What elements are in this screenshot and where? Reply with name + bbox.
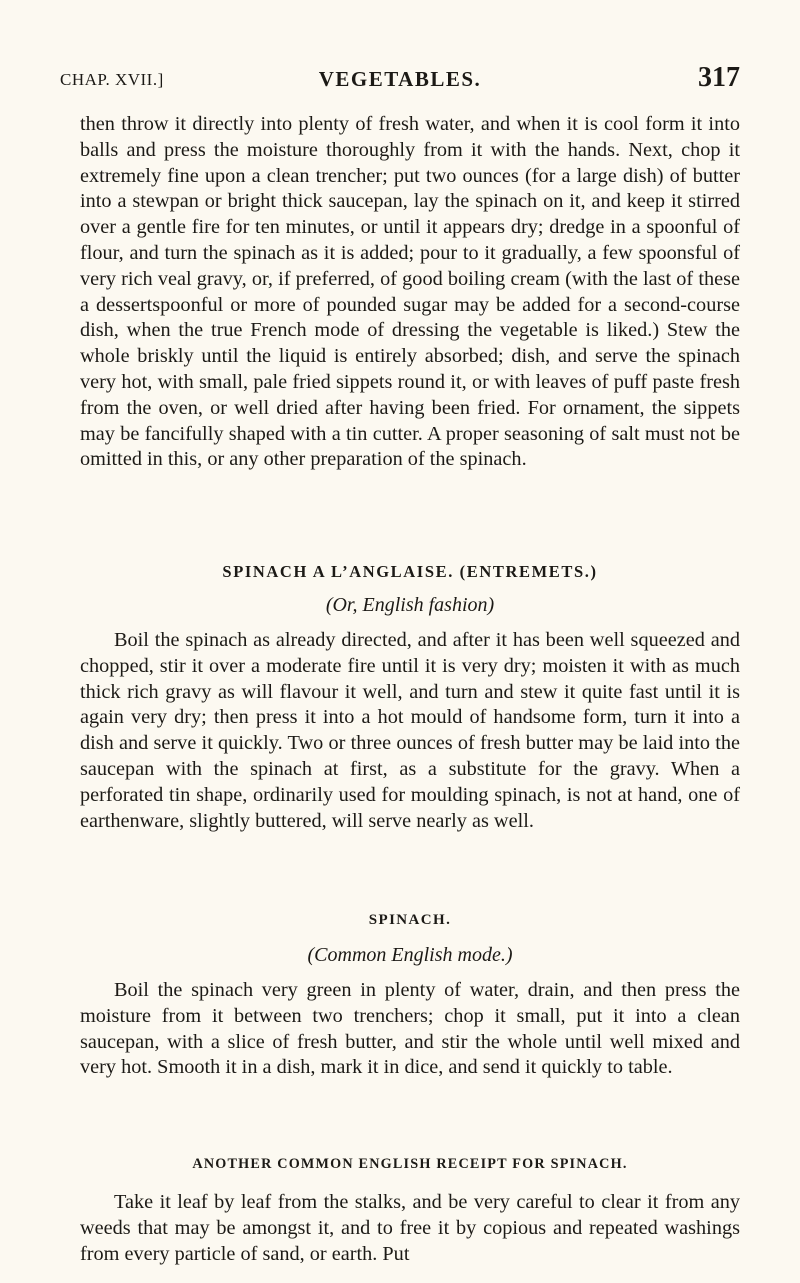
recipe-body-anglaise: Boil the spinach as already directed, and after it has been well squeezed and chopped, stir it over a moderate fire until it is very dry; moisten it with as much thick rich gravy as will flavour it well, and turn and stew it quite fast until it is again very dry; then press it into a hot mould of handsome form, turn it into a dish and serve it quickly. Two or three ounces of fresh butter may be laid into the saucepan with the spinach at first, as a substitute for the gravy. When a perforated tin shape, ordinarily used for moulding spinach, is not at hand, one of earthenware, slightly buttered, will serve nearly as well. <box>80 629 740 832</box>
section-title: VEGETABLES. <box>318 67 482 91</box>
recipe-body-another: Take it leaf by leaf from the stalks, and be very careful to clear it from any weeds that may be amongst it, and to free it by copious and repeated washings from every particle of sand, or earth. Put <box>80 1191 740 1265</box>
recipe-heading-spinach: SPINACH. <box>368 912 452 928</box>
recipe-subheading-anglaise: (Or, English fashion) <box>325 594 495 616</box>
recipe-body-common: Boil the spinach very green in plenty of water, drain, and then press the moisture from it between two trenchers; chop it small, put it into a clean saucepan, with a slice of fresh butter, and stir the whole until well mixed and very hot. Smooth it in a dish, mark it in dice, and send it quickly to table. <box>80 979 740 1079</box>
recipe-heading-another: ANOTHER COMMON ENGLISH RECEIPT FOR SPINACH. <box>192 1156 628 1172</box>
continued-paragraph: then throw it directly into plenty of fresh water, and when it is cool form it into balls and press the moisture thoroughly from it with the hands. Next, chop it extremely fine upon a clean trencher; put two ounces (for a large dish) of butter into a stewpan or bright thick saucepan, lay the spinach on it, and keep it stirred over a gentle fire for ten minutes, or until it appears dry; dredge in a spoonful of flour, and turn the spinach as it is added; pour to it gradually, a few spoonsful of very rich veal gravy, or, if preferred, of good boiling cream (with the last of these a dessertspoonful or more of pounded sugar may be added for a second-course dish, when the true French mode of dressing the vegetable is liked.) Stew the whole briskly until the liquid is entirely absorbed; dish, and serve the spinach very hot, with small, pale fried sippets round it, or with leaves of puff paste fresh from the oven, or well dried after having been fried. For ornament, the sippets may be fancifully shaped with a tin cutter. A proper seasoning of salt must not be omitted in this, or any other preparation of the spinach. <box>80 113 740 471</box>
chapter-reference: CHAP. XVII.] <box>60 70 164 89</box>
page-number: 317 <box>698 62 740 93</box>
recipe-heading-anglaise: SPINACH A L’ANGLAISE. (ENTREMETS.) <box>222 562 598 581</box>
recipe-subheading-common: (Common English mode.) <box>307 944 513 966</box>
running-head <box>60 62 740 96</box>
